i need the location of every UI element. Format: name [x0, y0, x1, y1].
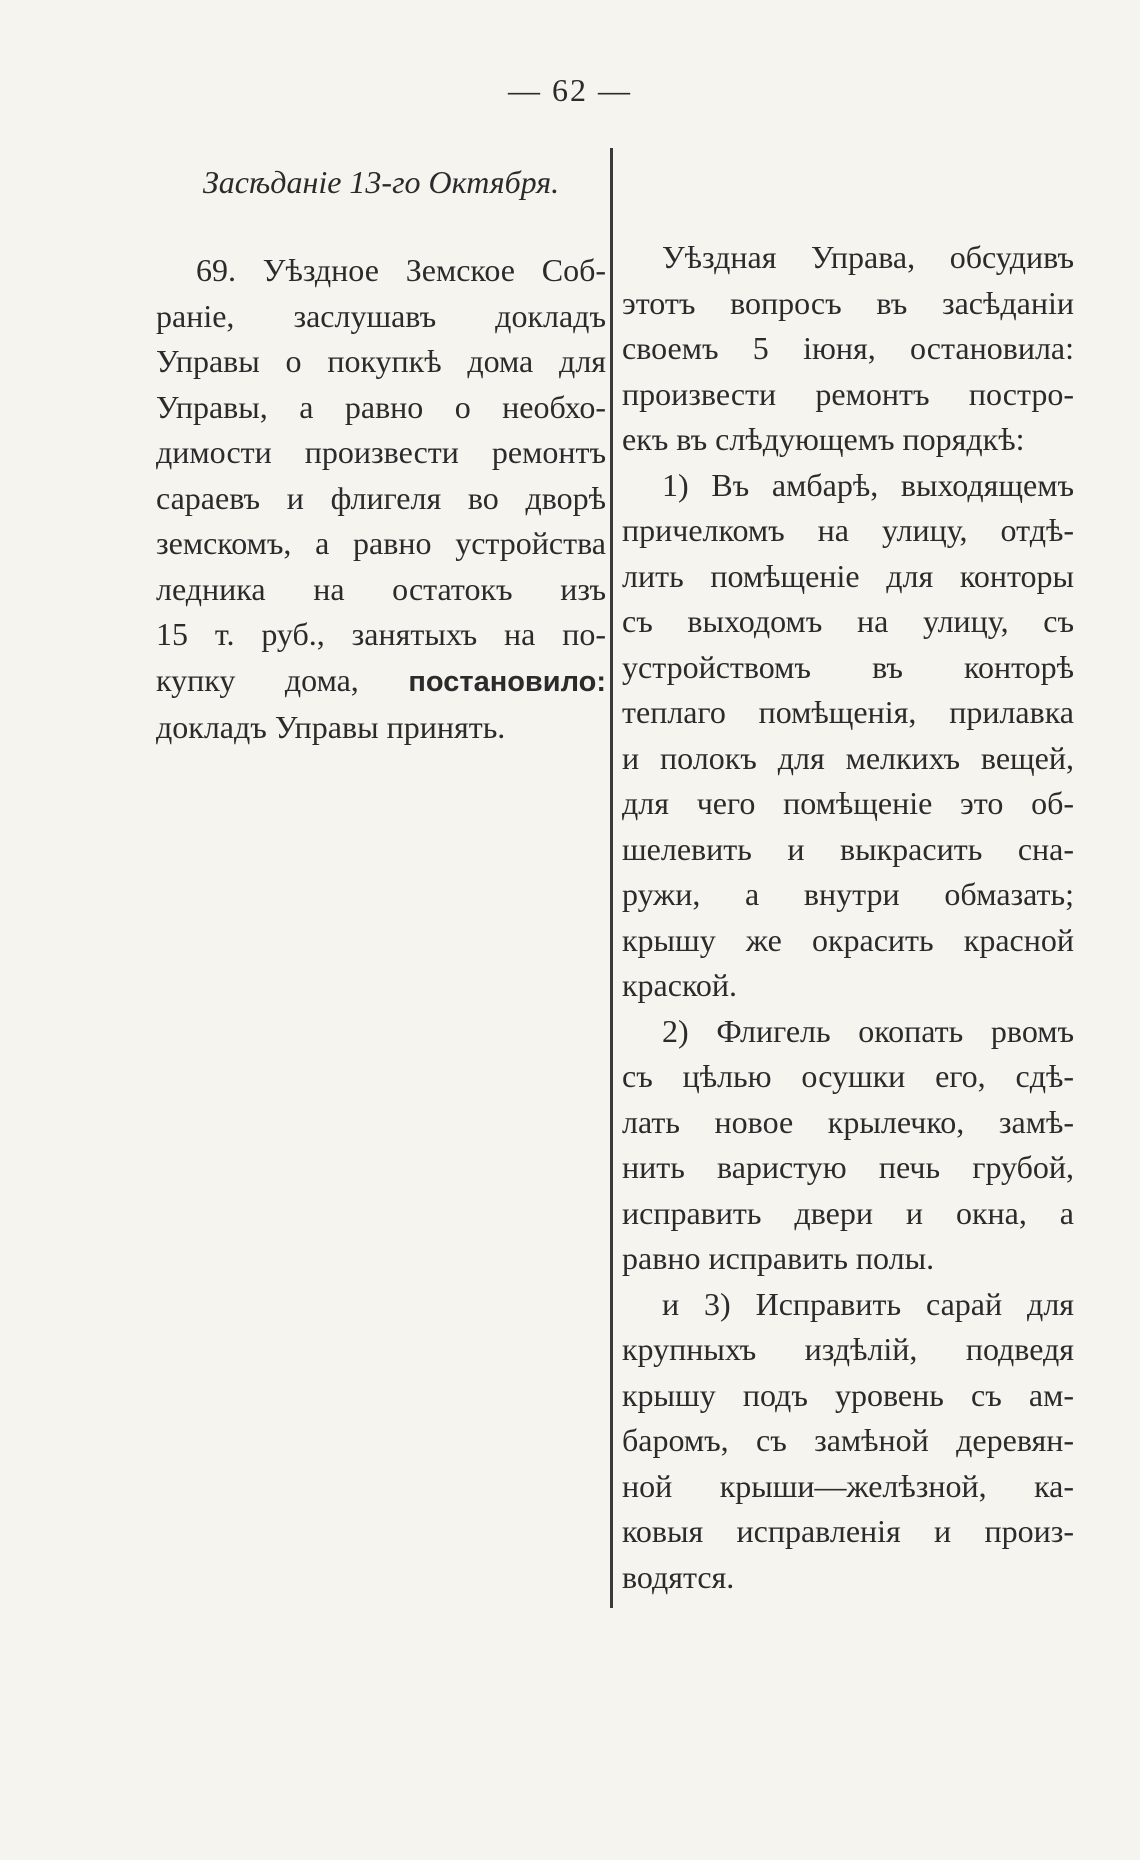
paragraph	[622, 1282, 1074, 1601]
text-line: краской.	[622, 967, 737, 1003]
left-column	[156, 160, 606, 751]
text-line: 15 т. руб., занятыхъ на по-	[156, 616, 606, 652]
text-line: ружи, а внутри обмазать;	[622, 876, 1074, 912]
text-line: ледника на остатокъ изъ	[156, 570, 606, 607]
text-line: водятся.	[622, 1558, 735, 1595]
text-line-with-resolution	[156, 658, 606, 706]
text-line: лать новое крылечко, замѣ-	[622, 1103, 1074, 1140]
text-line: съ выходомъ на улицу, съ	[622, 603, 1074, 639]
text-line: екъ въ слѣдующемъ порядкѣ:	[622, 421, 1025, 457]
text-line: своемъ 5 іюня, остановила:	[622, 330, 1074, 366]
text-line: баромъ, съ замѣной деревян-	[622, 1422, 1074, 1458]
text-line: сараевъ и флигеля во дворѣ	[156, 479, 606, 516]
text-line: этотъ вопросъ въ засѣданіи	[622, 284, 1074, 321]
column-divider	[610, 148, 613, 1608]
text-line: земскомъ, а равно устройства	[156, 525, 606, 561]
text-line: крышу подъ уровень съ ам-	[622, 1376, 1074, 1413]
text-line: 2) Флигель окопать рвомъ	[662, 1012, 1074, 1049]
text-line: и 3) Исправить сарай для	[662, 1285, 1074, 1322]
text-line: 69. Уѣздное Земское Соб-	[196, 252, 606, 288]
text-line: Управы о покупкѣ дома для	[156, 343, 606, 379]
text-line: крышу же окрасить красной	[622, 921, 1074, 958]
text-line: шелевить и выкрасить сна-	[622, 830, 1074, 867]
text-line: съ цѣлью осушки его, сдѣ-	[622, 1058, 1074, 1094]
text-line: произвести ремонтъ постро-	[622, 375, 1074, 412]
text-line: равно исправить полы.	[622, 1240, 935, 1276]
text-line: теплаго помѣщенія, прилавка	[622, 694, 1074, 730]
text-line: Управы, а равно о необхо-	[156, 388, 606, 425]
text-fragment: купку дома,	[156, 661, 409, 698]
text-line: раніе, заслушавъ докладъ	[156, 297, 606, 334]
paragraph	[622, 1009, 1074, 1282]
text-line: димости произвести ремонтъ	[156, 434, 606, 470]
text-line: крупныхъ издѣлій, подведя	[622, 1331, 1074, 1367]
text-line: для чего помѣщеніе это об-	[622, 785, 1074, 821]
text-line: ной крыши—желѣзной, ка-	[622, 1467, 1074, 1504]
resolution-text	[156, 248, 606, 751]
text-line: нить варистую печь грубой,	[622, 1149, 1074, 1185]
resolution-keyword: постановило:	[408, 665, 606, 698]
text-line: и полокъ для мелкихъ вещей,	[622, 739, 1074, 776]
text-line: лить помѣщеніе для конторы	[622, 557, 1074, 594]
administration-report	[622, 235, 1074, 1600]
text-line: устройствомъ въ конторѣ	[622, 648, 1074, 685]
session-heading: Засѣданіе 13-го Октября.	[202, 164, 560, 200]
text-line: докладъ Управы принять.	[156, 709, 506, 745]
text-line: причелкомъ на улицу, отдѣ-	[622, 512, 1074, 548]
paragraph	[622, 235, 1074, 463]
text-line: ковыя исправленія и произ-	[622, 1513, 1074, 1549]
page-number: — 62 —	[508, 72, 632, 108]
text-line: 1) Въ амбарѣ, выходящемъ	[662, 466, 1074, 503]
text-line: Уѣздная Управа, обсудивъ	[662, 239, 1074, 275]
paragraph	[622, 463, 1074, 1009]
text-line: исправить двери и окна, а	[622, 1194, 1074, 1231]
right-column	[622, 235, 1074, 1600]
